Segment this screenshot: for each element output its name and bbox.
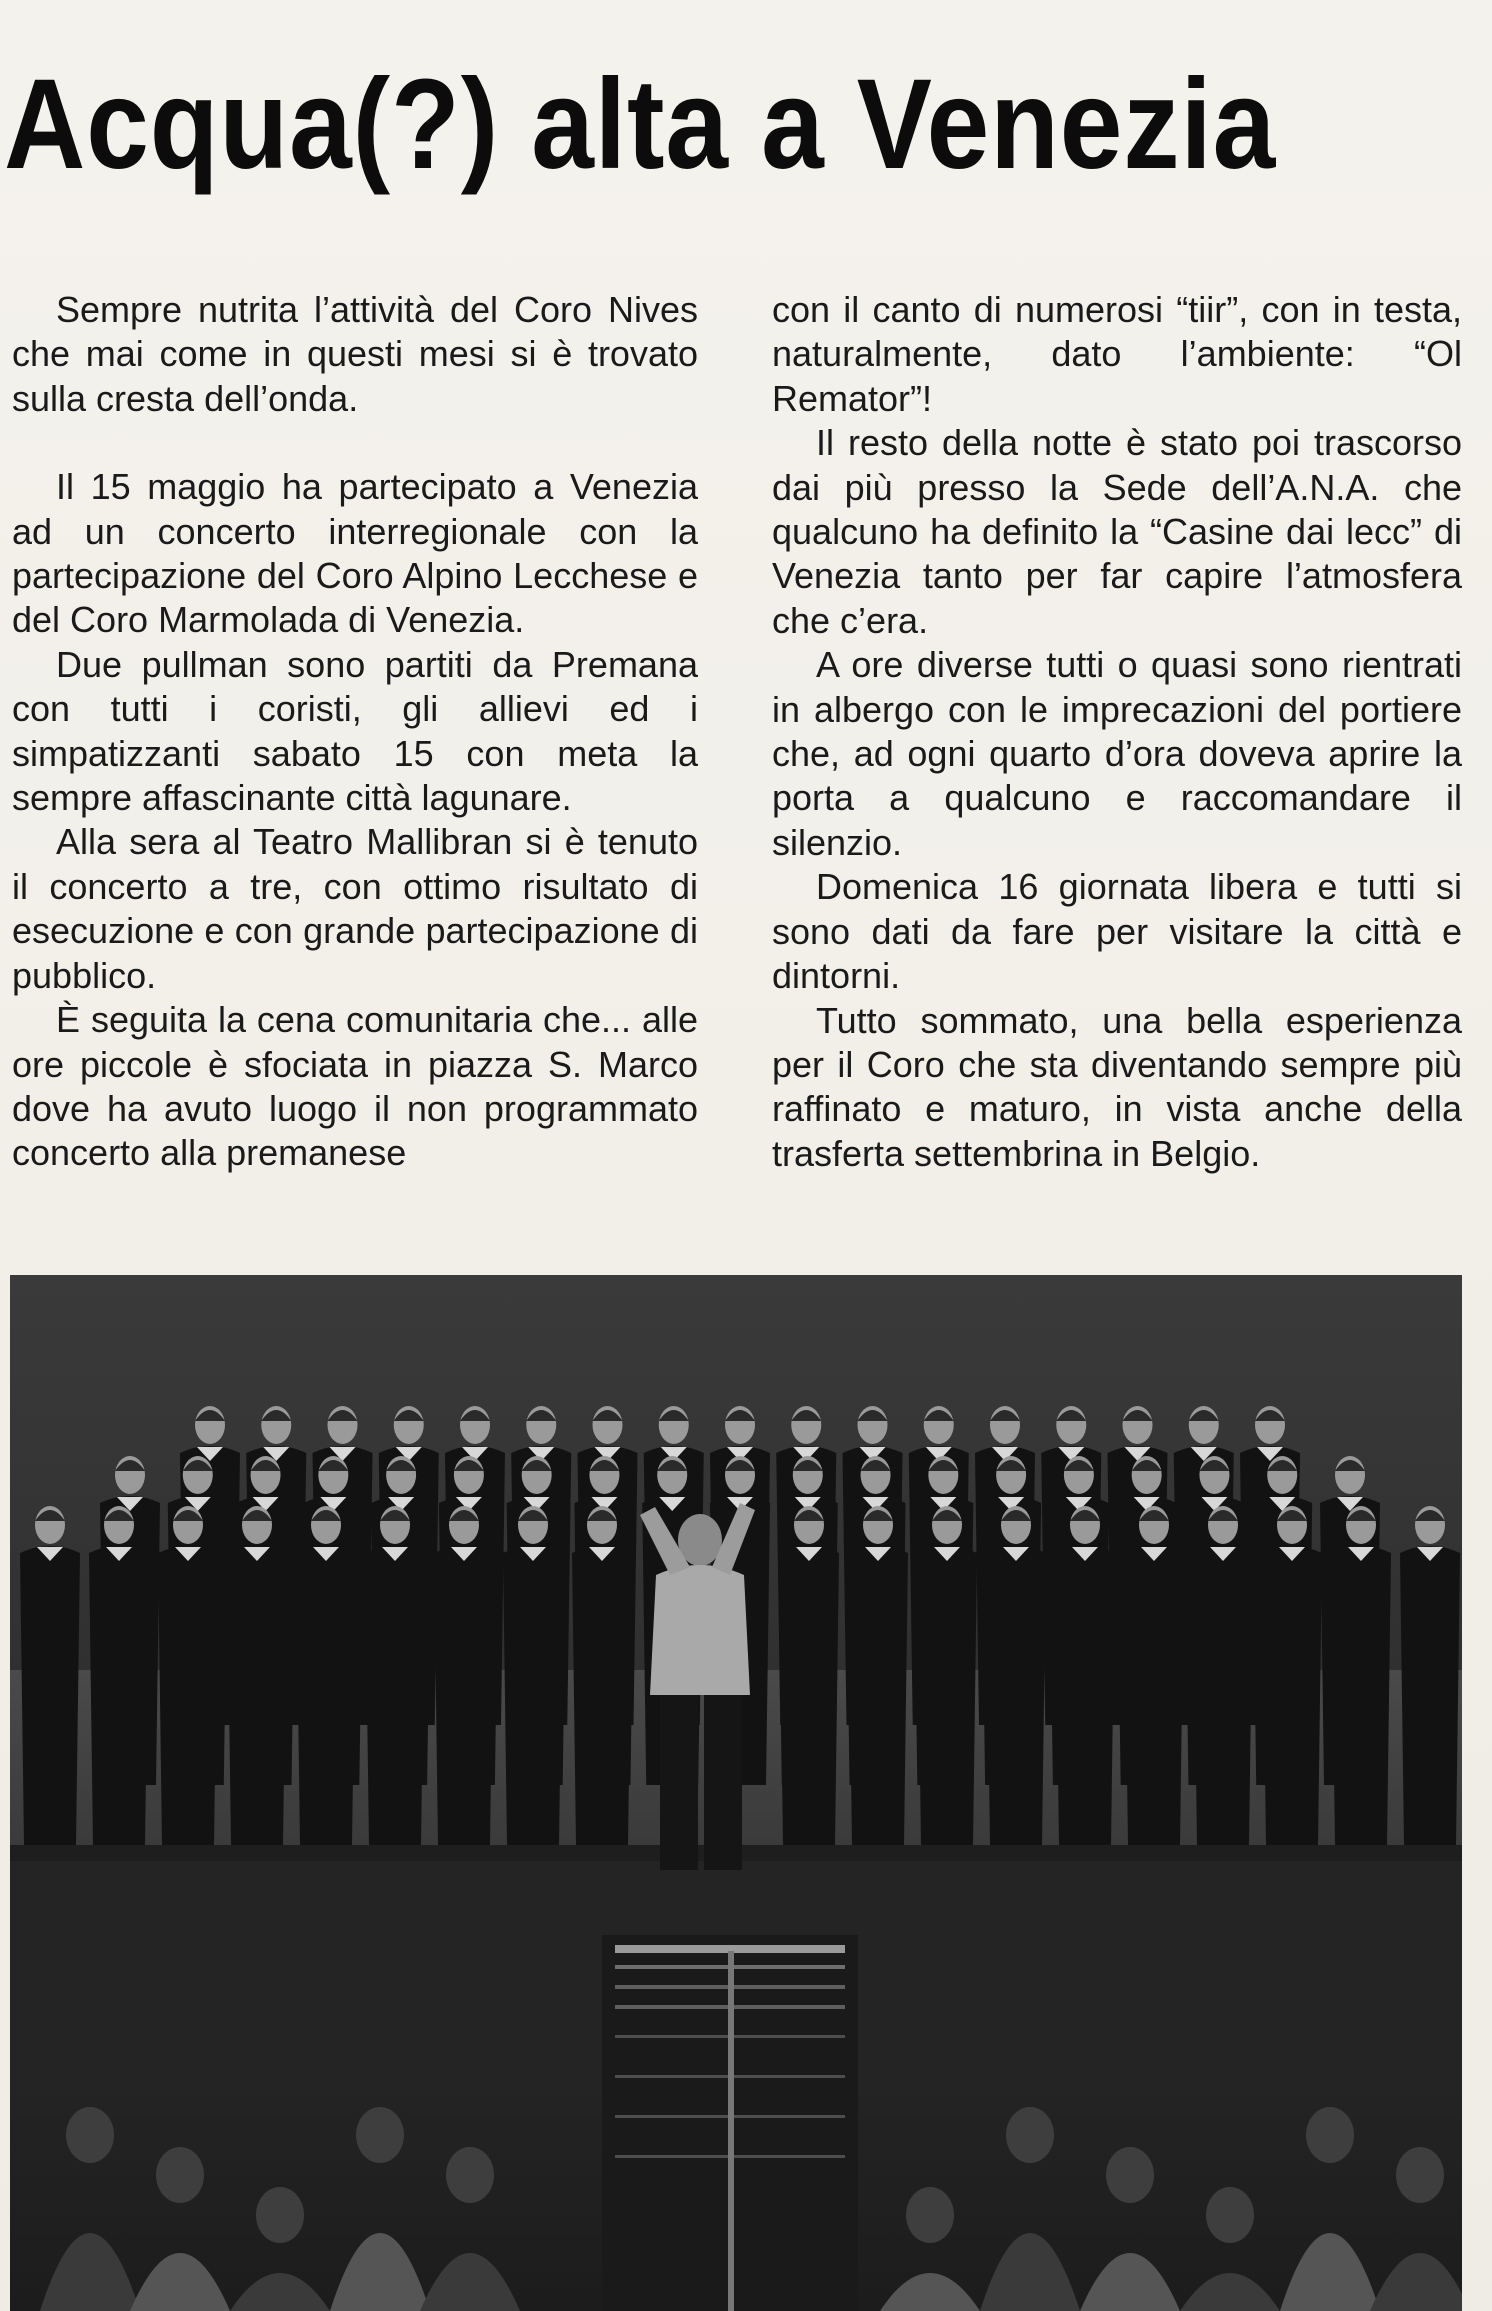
chorister <box>779 1506 839 1845</box>
chorister <box>917 1506 977 1845</box>
paragraph: Sempre nutrita l’attività del Coro Nives che mai come in questi mesi si è trovato sulla cresta dell’onda. <box>12 289 698 419</box>
paragraph: È seguita la cena comunitaria che... alle ore piccole è sfociata in piazza S. Marco dove ha avuto luogo il non programmato concerto alla premanese <box>12 999 698 1174</box>
chorister <box>1262 1506 1322 1845</box>
music-stand <box>602 1935 858 2311</box>
chorister <box>296 1506 356 1845</box>
paragraph: Tutto sommato, una bella esperienza per il Coro che sta diventando sempre più raffinato e maturo, in vista anche della trasferta settembrina in Belgio. <box>772 999 1462 1174</box>
chorister <box>1400 1506 1460 1845</box>
chorister <box>1331 1506 1391 1845</box>
paragraph: con il canto di numerosi “tiir”, con in testa, naturalmente, dato l’ambiente: “Ol Remator”! <box>772 289 1462 419</box>
paragraph: Il resto della notte è stato poi trascorso dai più presso la Sede dell’A.N.A. che qualcuno ha definito la “Casine dai lecc” di Venezia tanto per far capire l’atmosfera che c’era. <box>772 422 1462 641</box>
chorister <box>20 1506 80 1845</box>
choir-photo-illustration <box>10 1275 1462 2311</box>
chorister <box>89 1506 149 1845</box>
paragraph: Due pullman sono partiti da Premana con tutti i coristi, gli allievi ed i simpatizzanti sabato 15 con meta la sempre affascinante città lagunare. <box>12 643 698 819</box>
choir-concert-photo <box>10 1275 1462 2311</box>
paragraph: Domenica 16 giornata libera e tutti si sono dati da fare per visitare la città e dintorni. <box>772 866 1462 997</box>
paragraph: Alla sera al Teatro Mallibran si è tenuto il concerto a tre, con ottimo risultato di esecuzione e con grande partecipazione di pubblico. <box>12 821 698 996</box>
chorister <box>503 1506 563 1845</box>
chorister <box>1055 1506 1115 1845</box>
paragraph: A ore diverse tutti o quasi sono rientrati in albergo con le imprecazioni del portiere che, ad ogni quarto d’ora doveva aprire la porta a qualcuno e raccomandare il silenzio. <box>772 644 1462 863</box>
article-column-left <box>12 288 698 1176</box>
chorister <box>1193 1506 1253 1845</box>
paragraph: Il 15 maggio ha partecipato a Venezia ad un concerto interregionale con la partecipazione del Coro Alpino Lecchese e del Coro Marmolada di Venezia. <box>12 466 698 641</box>
chorister <box>1124 1506 1184 1845</box>
article-headline: Acqua(?) alta a Venezia <box>4 53 1277 196</box>
chorister <box>572 1506 632 1845</box>
chorister <box>365 1506 425 1845</box>
chorister <box>227 1506 287 1845</box>
chorister <box>434 1506 494 1845</box>
chorister <box>158 1506 218 1845</box>
chorister <box>848 1506 908 1845</box>
article-column-right <box>772 288 1462 1176</box>
chorister <box>986 1506 1046 1845</box>
